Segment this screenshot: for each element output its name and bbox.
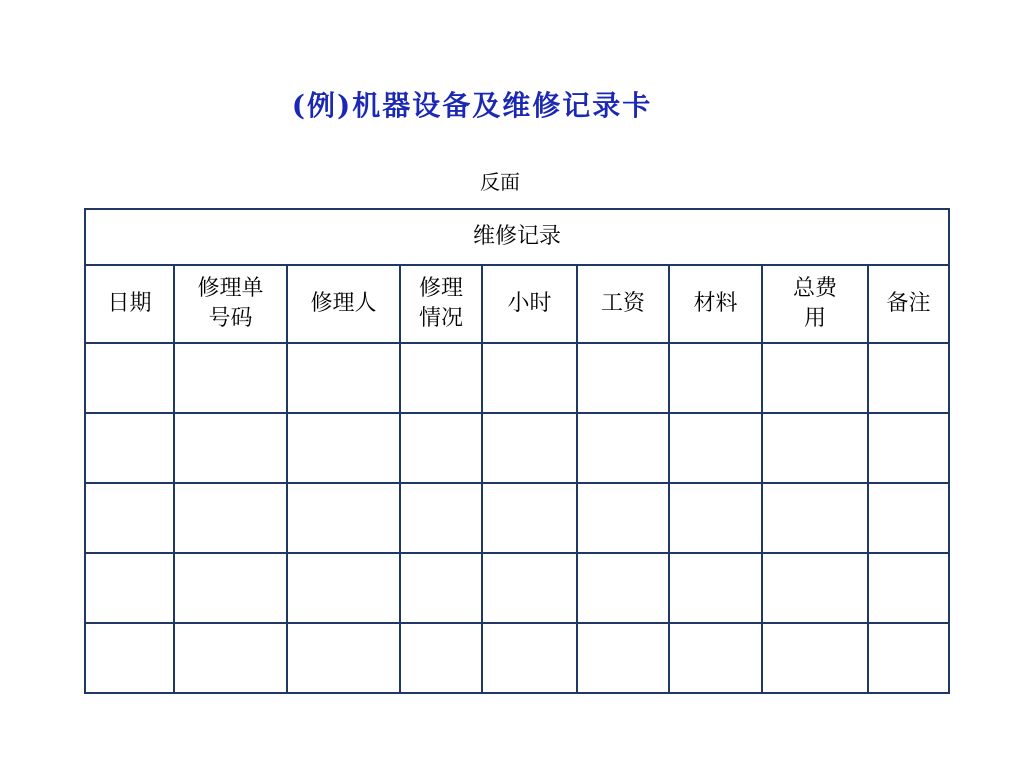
section-label: 维修记录 [85, 209, 949, 265]
section-header-row [85, 209, 949, 265]
header-repair-order-number-line1: 修理单 [197, 276, 264, 301]
table-cell [174, 553, 287, 623]
table-cell [482, 483, 577, 553]
table-cell [287, 413, 400, 483]
table-cell [85, 483, 174, 553]
table-cell [400, 343, 482, 413]
table-cell [482, 413, 577, 483]
header-repair-status-line2: 情况 [418, 306, 463, 331]
table-cell [400, 413, 482, 483]
table-cell [669, 623, 762, 693]
table-row [85, 553, 949, 623]
header-repairer [287, 265, 400, 343]
table-row [85, 483, 949, 553]
header-hours [482, 265, 577, 343]
table-cell [287, 483, 400, 553]
page-title: (例)机器设备及维修记录卡 [291, 89, 653, 122]
table-cell [482, 553, 577, 623]
table-cell [577, 483, 669, 553]
header-repair-status [400, 265, 482, 343]
table-cell [482, 623, 577, 693]
header-date [85, 265, 174, 343]
table-cell [400, 483, 482, 553]
header-wages [577, 265, 669, 343]
header-date-line1: 日期 [107, 291, 152, 316]
table-cell [868, 343, 949, 413]
table-cell [577, 413, 669, 483]
table-cell [174, 343, 287, 413]
table-cell [577, 343, 669, 413]
table-cell [85, 413, 174, 483]
table-cell [669, 343, 762, 413]
header-repairer-line1: 修理人 [310, 291, 377, 316]
table-cell [174, 483, 287, 553]
table-body [85, 343, 949, 693]
header-hours-line1: 小时 [507, 291, 552, 316]
table-cell [400, 623, 482, 693]
header-remarks-line1: 备注 [886, 291, 931, 316]
table-cell [868, 413, 949, 483]
table-cell [669, 483, 762, 553]
table-cell [762, 343, 868, 413]
table-cell [174, 623, 287, 693]
header-materials [669, 265, 762, 343]
table-cell [762, 553, 868, 623]
table-cell [868, 483, 949, 553]
table-cell [669, 553, 762, 623]
header-total-cost-line1: 总费 [792, 276, 837, 301]
table-cell [400, 553, 482, 623]
page-subtitle: 反面 [480, 170, 520, 194]
maintenance-record-table [84, 208, 950, 694]
header-repair-order-number-line2: 号码 [208, 306, 253, 331]
table-cell [577, 623, 669, 693]
table-cell [577, 553, 669, 623]
table-cell [868, 553, 949, 623]
table-cell [287, 343, 400, 413]
table-cell [482, 343, 577, 413]
header-remarks [868, 265, 949, 343]
header-wages-line1: 工资 [600, 291, 645, 316]
table-cell [287, 623, 400, 693]
table-cell [85, 553, 174, 623]
header-total-cost [762, 265, 868, 343]
table-cell [762, 413, 868, 483]
table-row [85, 343, 949, 413]
table-cell [85, 623, 174, 693]
table-row [85, 623, 949, 693]
header-materials-line1: 材料 [693, 291, 738, 316]
table-cell [669, 413, 762, 483]
table-cell [174, 413, 287, 483]
table-cell [85, 343, 174, 413]
header-total-cost-line2: 用 [803, 306, 826, 331]
column-header-row [85, 265, 949, 343]
table-cell [762, 623, 868, 693]
table-cell [868, 623, 949, 693]
header-repair-order-number [174, 265, 287, 343]
header-repair-status-line1: 修理 [418, 276, 463, 301]
table-row [85, 413, 949, 483]
table-cell [762, 483, 868, 553]
table-cell [287, 553, 400, 623]
